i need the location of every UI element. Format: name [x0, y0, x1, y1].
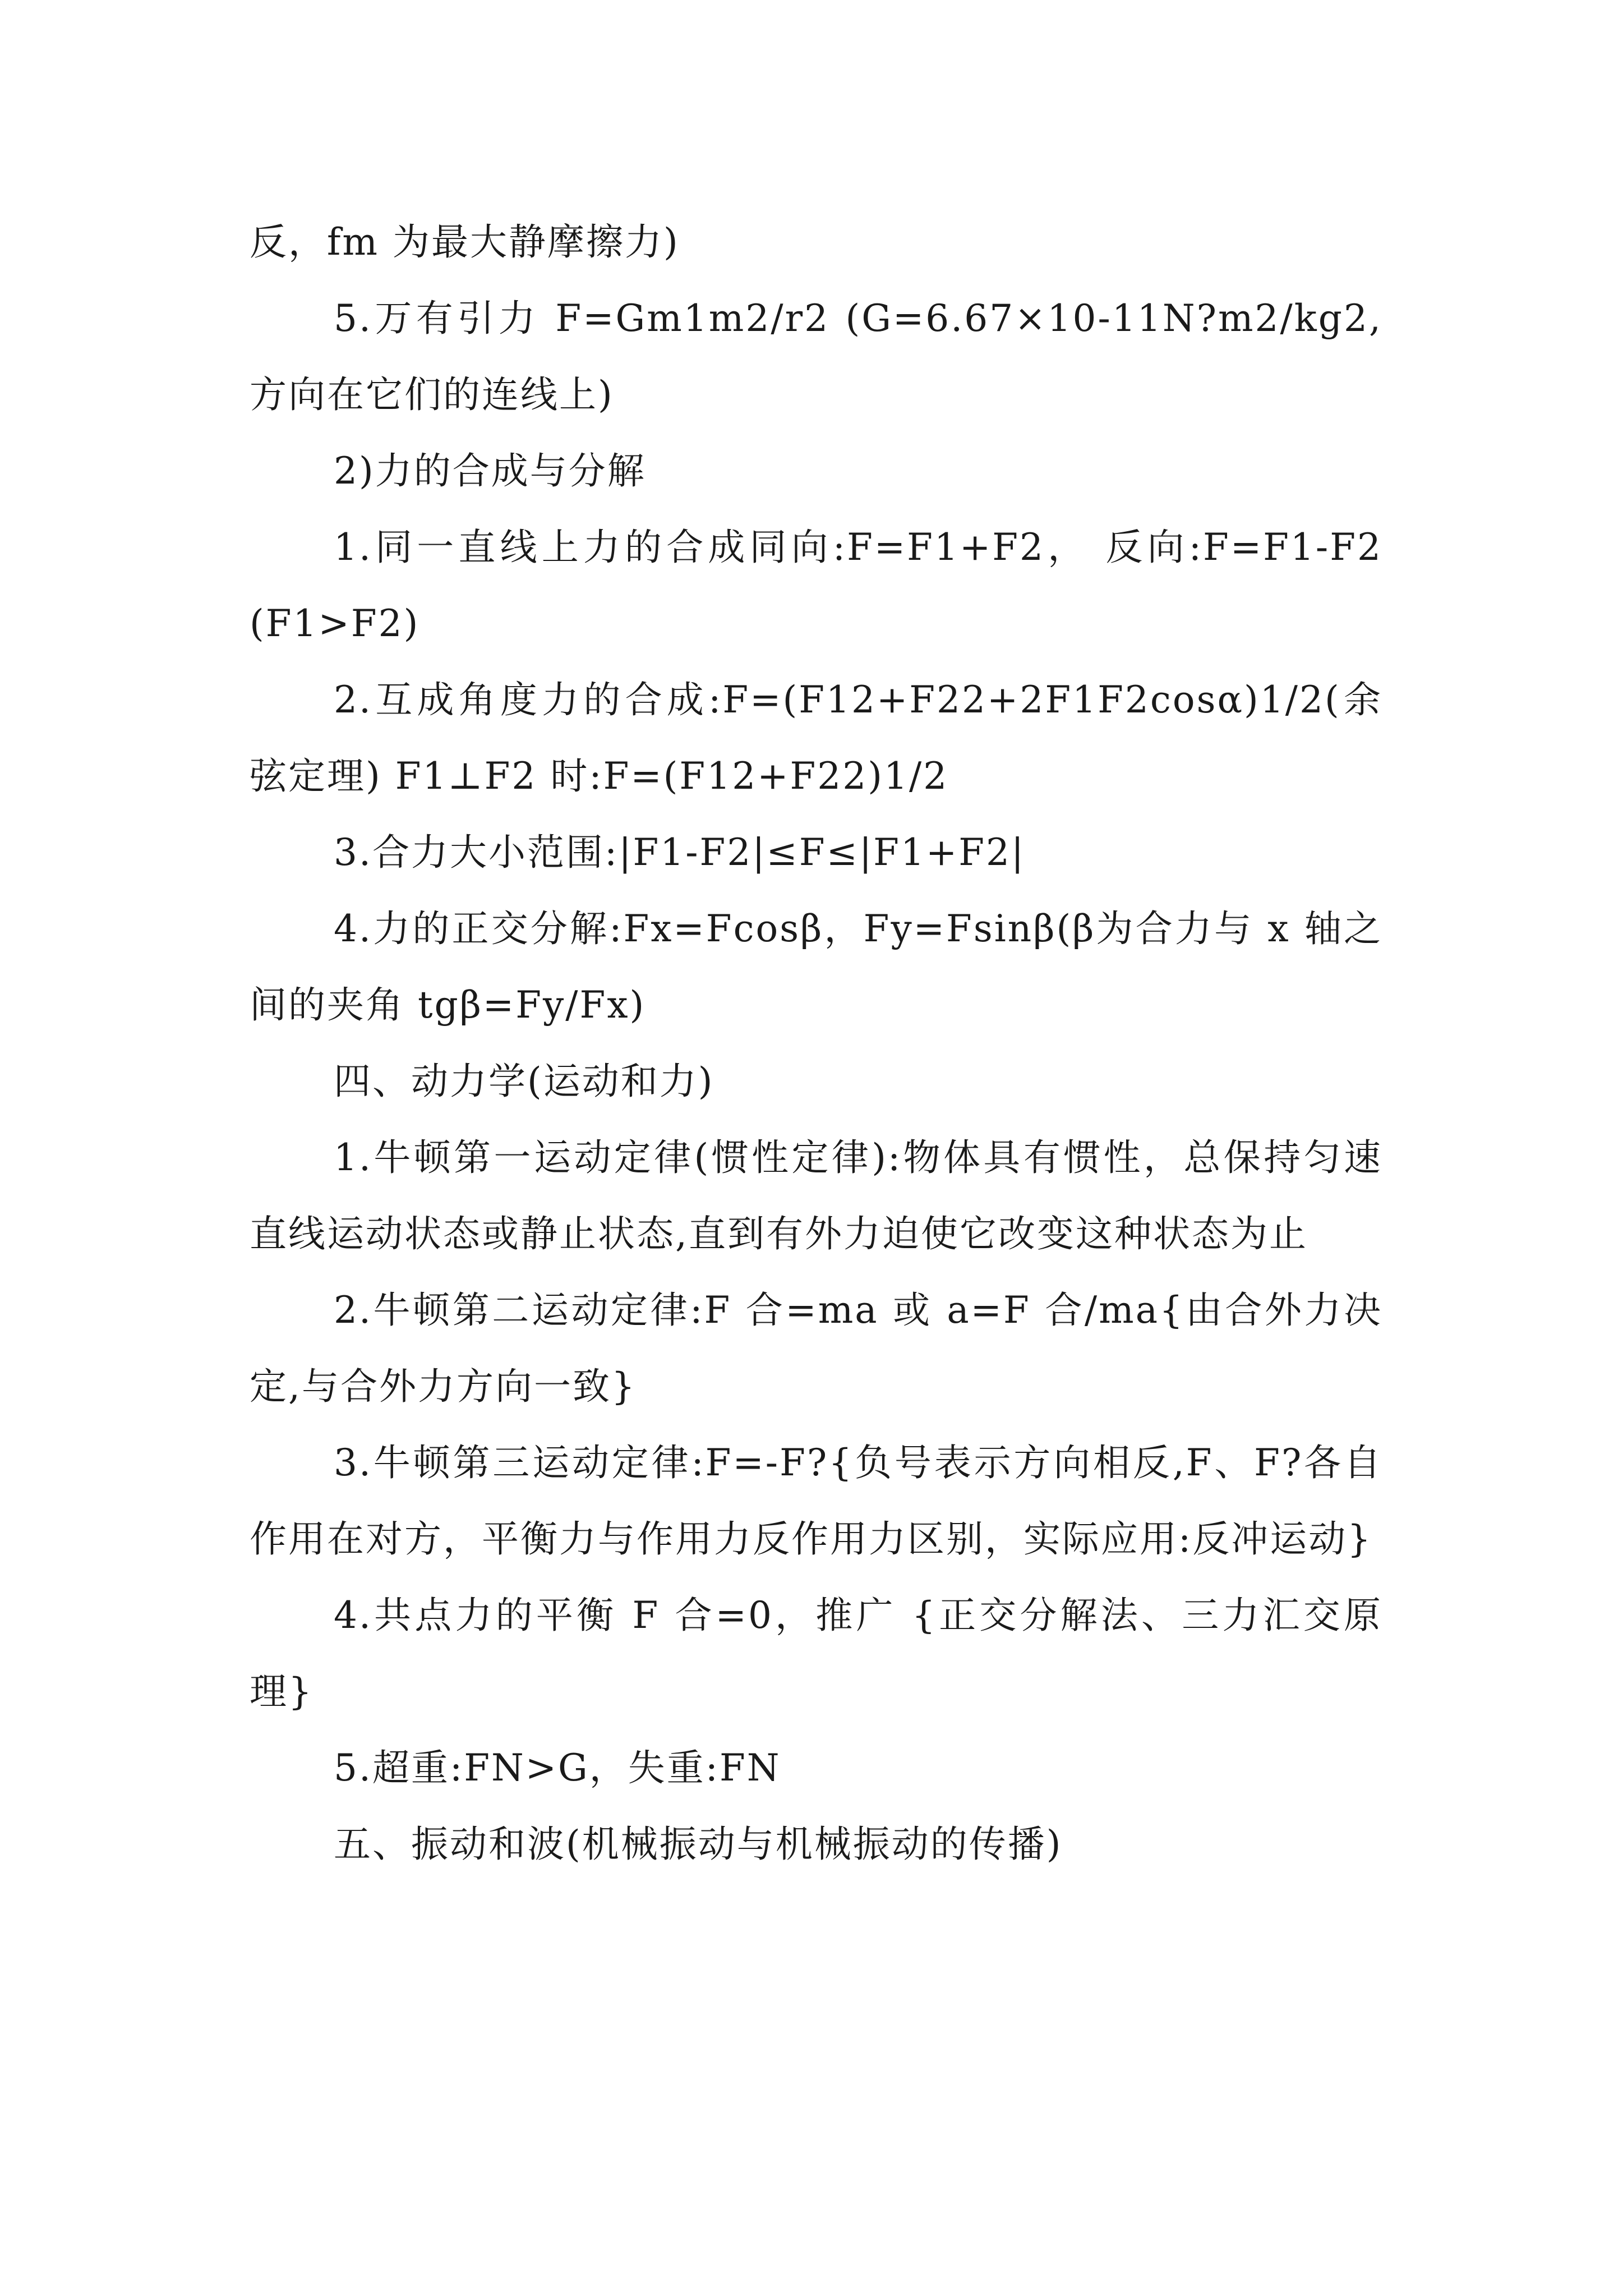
- section-heading-force-composition: 2)力的合成与分解: [334, 449, 646, 493]
- paragraph-overweight: 5.超重:FN>G，失重:FN: [334, 1746, 781, 1789]
- paragraph-collinear-forces: 1.同一直线上力的合成同向:F=F1+F2， 反向:F=F1-F2 (F1>F2): [250, 526, 1382, 645]
- paragraph-newton-third-law: 3.牛顿第三运动定律:F=-F?{负号表示方向相反,F、F?各自作用在对方，平衡力与作用力反作用力区别，实际应用:反冲运动}: [250, 1441, 1382, 1561]
- document-body: [250, 204, 1382, 1883]
- paragraph-newton-second-law: 2.牛顿第二运动定律:F 合=ma 或 a=F 合/ma{由合外力决定,与合外力方向一致}: [250, 1289, 1382, 1408]
- paragraph-resultant-range: 3.合力大小范围:|F1-F2|≤F≤|F1+F2|: [334, 831, 1026, 874]
- paragraph-orthogonal-decomposition: 4.力的正交分解:Fx=Fcosβ，Fy=Fsinβ(β为合力与 x 轴之间的夹角 tgβ=Fy/Fx): [250, 907, 1382, 1027]
- section-heading-vibration-waves: 五、振动和波(机械振动与机械振动的传播): [334, 1823, 1063, 1866]
- paragraph-angled-forces: 2.互成角度力的合成:F=(F12+F22+2F1F2cosα)1/2(余弦定理) F1⊥F2 时:F=(F12+F22)1/2: [250, 678, 1382, 798]
- paragraph-gravitation-law: 5.万有引力 F=Gm1m2/r2 (G=6.67×10-11N?m2/kg2,方向在它们的连线上): [250, 297, 1382, 416]
- section-heading-dynamics: 四、动力学(运动和力): [334, 1060, 714, 1103]
- paragraph-newton-first-law: 1.牛顿第一运动定律(惯性定律):物体具有惯性，总保持匀速直线运动状态或静止状态,直到有外力迫使它改变这种状态为止: [250, 1136, 1382, 1255]
- paragraph-equilibrium: 4.共点力的平衡 F 合=0，推广 {正交分解法、三力汇交原理}: [250, 1594, 1382, 1713]
- paragraph-continuation: 反，fm 为最大静摩擦力): [250, 220, 680, 264]
